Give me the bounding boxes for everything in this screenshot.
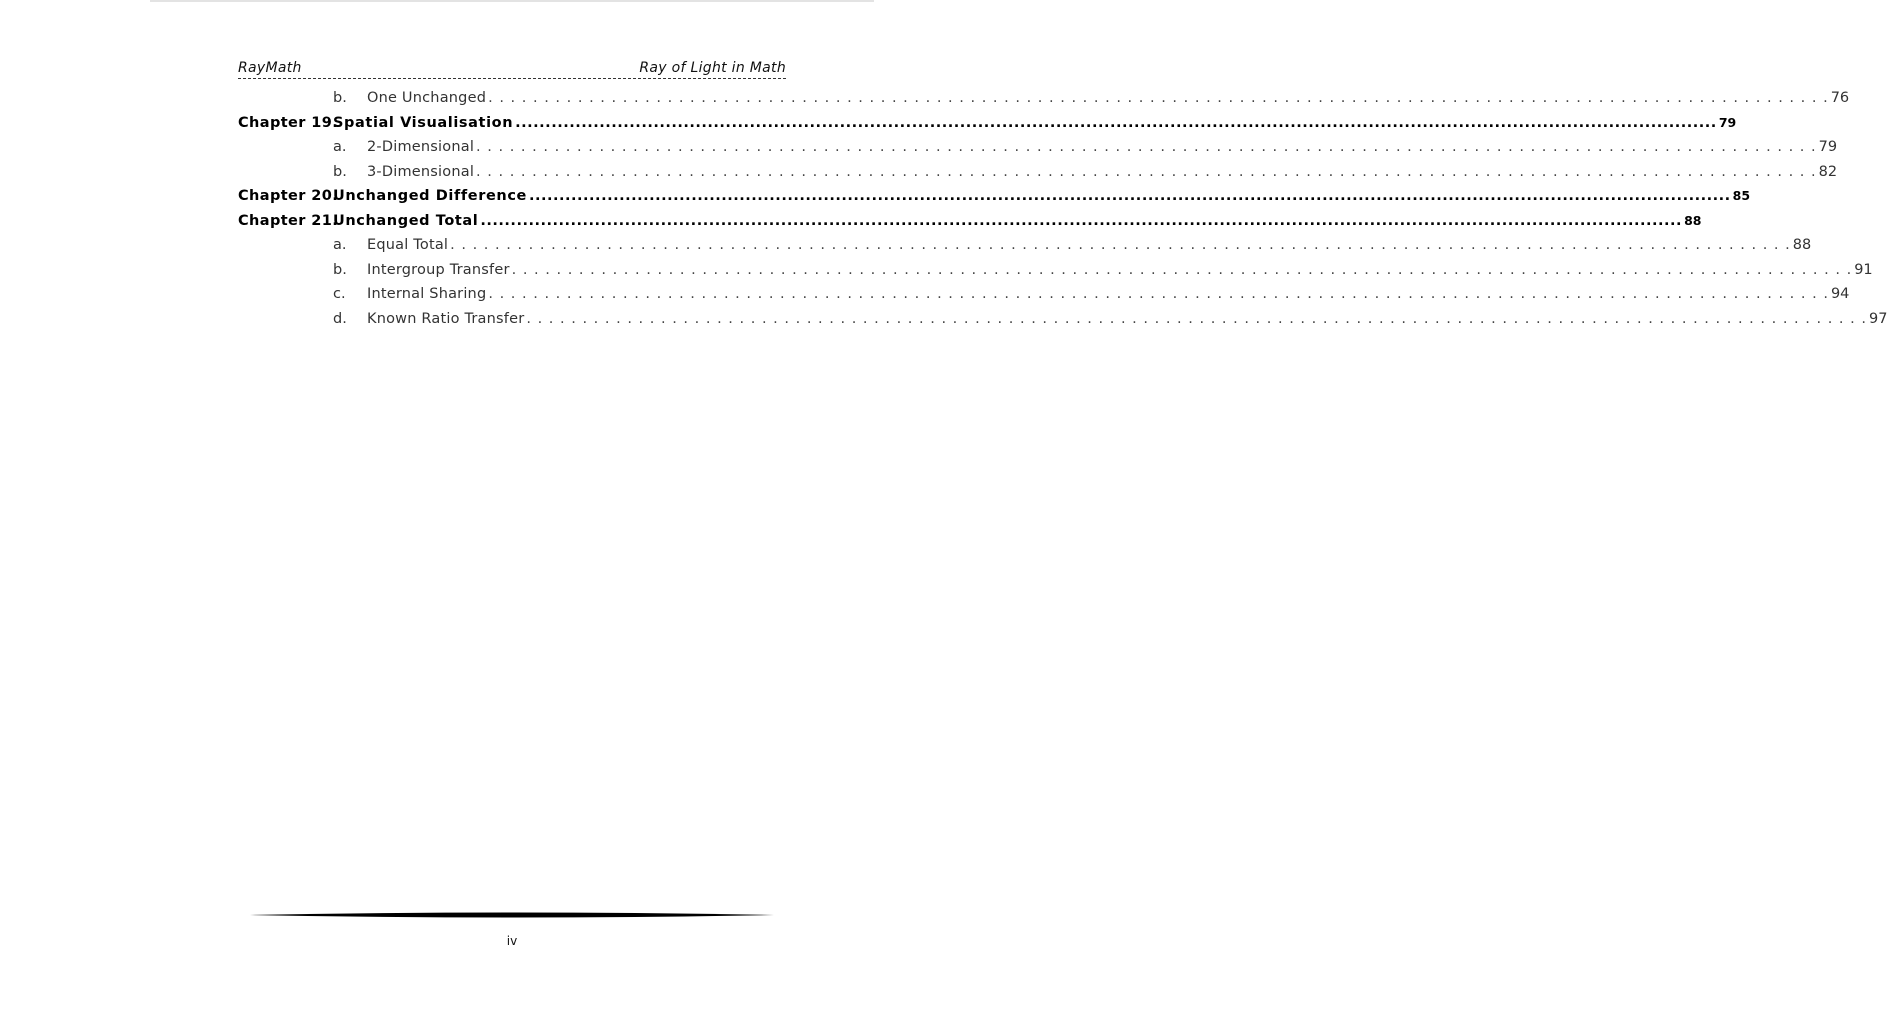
- toc-chapter-number: Chapter 19.: [238, 114, 339, 131]
- header-left-title: RayMath: [238, 60, 302, 76]
- toc-section-entry[interactable]: [238, 282, 1850, 307]
- toc-section-letter: b.: [333, 163, 347, 180]
- toc-entry-title: Unchanged Total: [333, 212, 479, 229]
- toc-page-number: 94: [1830, 286, 1850, 302]
- footer-divider-ornament: [250, 909, 774, 921]
- toc-dot-leader: . . . . . . . . . . . . . . . . . . . . . . . . . . . . . . . . . . . . . . . . . . . . . . . . . . . . . . . . . . . . . . . . . . . . . . . . . . . . . . . . . . . . . . . . . . . . . . . . . . . . . . . . . . . . . . . . . . . . . . . .: [476, 163, 1817, 180]
- toc-page-number: 88: [1684, 212, 1702, 228]
- toc-dot-leader: . . . . . . . . . . . . . . . . . . . . . . . . . . . . . . . . . . . . . . . . . . . . . . . . . . . . . . . . . . . . . . . . . . . . . . . . . . . . . . . . . . . . . . . . . . . . . . . . . . . . . . . . . . . . . . . . . . . . . . . .: [476, 139, 1817, 155]
- toc-entry-title: 3-Dimensional: [367, 163, 475, 180]
- toc-section-entry[interactable]: [238, 233, 1812, 258]
- top-border-line: [150, 0, 874, 2]
- page-number: iv: [506, 934, 518, 948]
- toc-entry-title: 2-Dimensional: [367, 139, 475, 155]
- toc-section-letter: b.: [333, 90, 347, 106]
- toc-chapter-entry[interactable]: [238, 184, 1751, 209]
- toc-section-entry[interactable]: [238, 258, 1873, 283]
- toc-section-letter: c.: [333, 286, 346, 302]
- toc-section-entry[interactable]: [238, 86, 1850, 111]
- toc-chapter-number: Chapter 21.: [238, 212, 339, 229]
- toc-page-number: 91: [1854, 261, 1873, 278]
- toc-section-entry[interactable]: [238, 307, 1887, 332]
- toc-dot-leader: . . . . . . . . . . . . . . . . . . . . . . . . . . . . . . . . . . . . . . . . . . . . . . . . . . . . . . . . . . . . . . . . . . . . . . . . . . . . . . . . . . . . . . . . . . . . . . . . . . . . . . . . . . . . . . . . . . . . . . . .: [450, 237, 1791, 253]
- toc-page-number: 85: [1732, 188, 1751, 203]
- toc-page-number: 79: [1818, 139, 1838, 155]
- running-header: [238, 60, 786, 79]
- toc-dot-leader: . . . . . . . . . . . . . . . . . . . . . . . . . . . . . . . . . . . . . . . . . . . . . . . . . . . . . . . . . . . . . . . . . . . . . . . . . . . . . . . . . . . . . . . . . . . . . . . . . . . . . . . . . . . . . . . . . . . . . . . .: [511, 261, 1853, 278]
- toc-chapter-entry[interactable]: [238, 111, 1737, 136]
- toc-dot-leader: . . . . . . . . . . . . . . . . . . . . . . . . . . . . . . . . . . . . . . . . . . . . . . . . . . . . . . . . . . . . . . . . . . . . . . . . . . . . . . . . . . . . . . . . . . . . . . . . . . . . . . . . . . . . . . . . . . . . . . . .: [526, 310, 1867, 327]
- toc-dot-leader: ........................................................................................................................................................................................................: [515, 114, 1717, 131]
- toc-section-letter: a.: [333, 237, 347, 253]
- table-of-contents: [238, 86, 1887, 331]
- toc-entry-title: One Unchanged: [367, 90, 487, 106]
- toc-chapter-number: Chapter 20.: [238, 188, 339, 204]
- toc-entry-title: Intergroup Transfer: [367, 261, 510, 278]
- toc-section-letter: d.: [333, 310, 347, 327]
- toc-entry-title: Unchanged Difference: [333, 188, 527, 204]
- toc-dot-leader: . . . . . . . . . . . . . . . . . . . . . . . . . . . . . . . . . . . . . . . . . . . . . . . . . . . . . . . . . . . . . . . . . . . . . . . . . . . . . . . . . . . . . . . . . . . . . . . . . . . . . . . . . . . . . . . . . . . . . . . .: [488, 286, 1829, 302]
- toc-dot-leader: ........................................................................................................................................................................................................: [480, 212, 1683, 229]
- toc-page-number: 82: [1818, 163, 1838, 180]
- toc-entry-title: Spatial Visualisation: [333, 114, 514, 131]
- toc-section-entry[interactable]: [238, 160, 1838, 185]
- toc-chapter-entry[interactable]: [238, 209, 1702, 234]
- toc-entry-title: Internal Sharing: [367, 286, 487, 302]
- toc-page-number: 76: [1830, 90, 1850, 106]
- toc-page-number: 88: [1792, 237, 1812, 253]
- toc-page-number: 97: [1868, 310, 1887, 327]
- toc-section-letter: a.: [333, 139, 347, 155]
- toc-dot-leader: . . . . . . . . . . . . . . . . . . . . . . . . . . . . . . . . . . . . . . . . . . . . . . . . . . . . . . . . . . . . . . . . . . . . . . . . . . . . . . . . . . . . . . . . . . . . . . . . . . . . . . . . . . . . . . . . . . . . . . . .: [488, 90, 1829, 106]
- toc-entry-title: Equal Total: [367, 237, 449, 253]
- toc-page-number: 79: [1718, 114, 1737, 130]
- toc-section-letter: b.: [333, 261, 347, 278]
- toc-section-entry[interactable]: [238, 135, 1838, 160]
- header-right-title: Ray of Light in Math: [639, 60, 786, 76]
- toc-entry-title: Known Ratio Transfer: [367, 310, 525, 327]
- toc-dot-leader: ........................................................................................................................................................................................................: [528, 188, 1731, 204]
